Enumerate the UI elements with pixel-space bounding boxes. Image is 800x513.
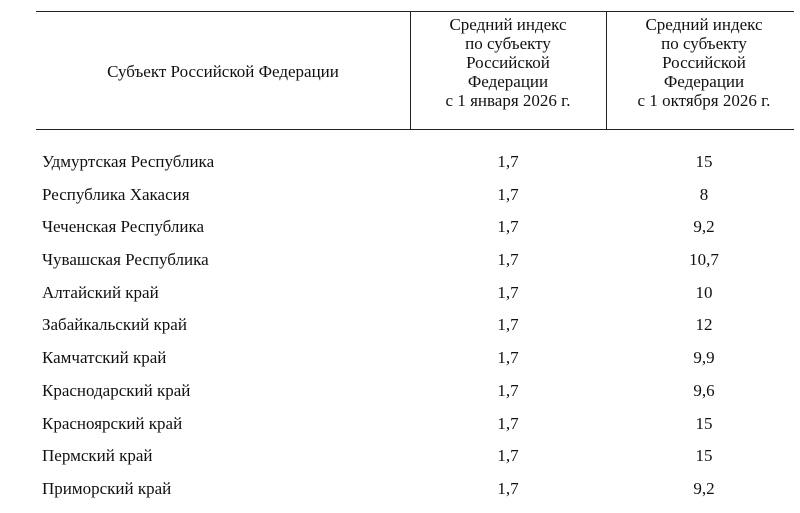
row-index-october: 10 — [695, 282, 713, 302]
row-index-october: 12 — [695, 315, 713, 335]
row-index-october: 9,2 — [693, 217, 715, 237]
table-body — [0, 148, 800, 508]
table-row — [0, 279, 800, 312]
header-index-october-line: Федерации — [663, 72, 745, 91]
row-subject: Алтайский край — [42, 282, 159, 302]
row-index-october: 8 — [699, 184, 709, 204]
row-index-january: 1,7 — [497, 250, 519, 270]
header-index-january-line: Средний индекс — [449, 15, 567, 34]
table-row — [0, 475, 800, 508]
row-index-january: 1,7 — [497, 184, 519, 204]
row-index-october: 9,6 — [693, 380, 715, 400]
row-index-january: 1,7 — [497, 348, 519, 368]
row-index-january: 1,7 — [497, 413, 519, 433]
header-index-october — [606, 15, 800, 110]
row-subject: Приморский край — [42, 478, 172, 498]
header-index-january-line: с 1 января 2026 г. — [445, 91, 571, 110]
row-subject: Забайкальский край — [42, 315, 187, 335]
row-index-october: 15 — [695, 446, 713, 466]
row-index-january: 1,7 — [497, 217, 519, 237]
table-top-rule — [36, 11, 794, 12]
row-index-january: 1,7 — [497, 380, 519, 400]
row-subject: Красноярский край — [42, 413, 183, 433]
row-index-january: 1,7 — [497, 152, 519, 171]
table-header-bottom-rule — [36, 129, 794, 130]
header-index-october-line: Средний индекс — [645, 15, 763, 34]
table-row — [0, 148, 800, 181]
row-index-october: 15 — [695, 152, 713, 171]
row-subject: Республика Хакасия — [42, 184, 190, 204]
header-index-october-line: по субъекту — [661, 34, 747, 53]
table-row — [0, 213, 800, 246]
table-row — [0, 311, 800, 344]
row-index-october: 9,9 — [693, 348, 715, 368]
row-subject: Краснодарский край — [42, 380, 191, 400]
table-row — [0, 410, 800, 443]
row-subject: Чувашская Республика — [42, 250, 209, 270]
row-index-january: 1,7 — [497, 282, 519, 302]
row-index-october: 10,7 — [689, 250, 719, 270]
header-index-january — [410, 15, 606, 110]
row-subject: Удмуртская Республика — [42, 152, 215, 171]
row-index-january: 1,7 — [497, 446, 519, 466]
row-index-january: 1,7 — [497, 315, 519, 335]
row-subject: Пермский край — [42, 446, 153, 466]
header-index-october-line: Российской — [662, 53, 746, 72]
table-row — [0, 246, 800, 279]
row-subject: Чеченская Республика — [42, 217, 204, 237]
row-subject: Камчатский край — [42, 348, 167, 368]
header-index-october-line: с 1 октября 2026 г. — [637, 91, 771, 110]
header-index-january-line: Федерации — [467, 72, 549, 91]
header-index-january-line: по субъекту — [465, 34, 551, 53]
row-index-october: 15 — [695, 413, 713, 433]
table-row — [0, 442, 800, 475]
header-subject: Субъект Российской Федерации — [107, 62, 339, 81]
table-row — [0, 181, 800, 214]
header-index-january-line: Российской — [466, 53, 550, 72]
table-row — [0, 377, 800, 410]
row-index-october: 9,2 — [693, 478, 715, 498]
table-row — [0, 344, 800, 377]
row-index-january: 1,7 — [497, 478, 519, 498]
